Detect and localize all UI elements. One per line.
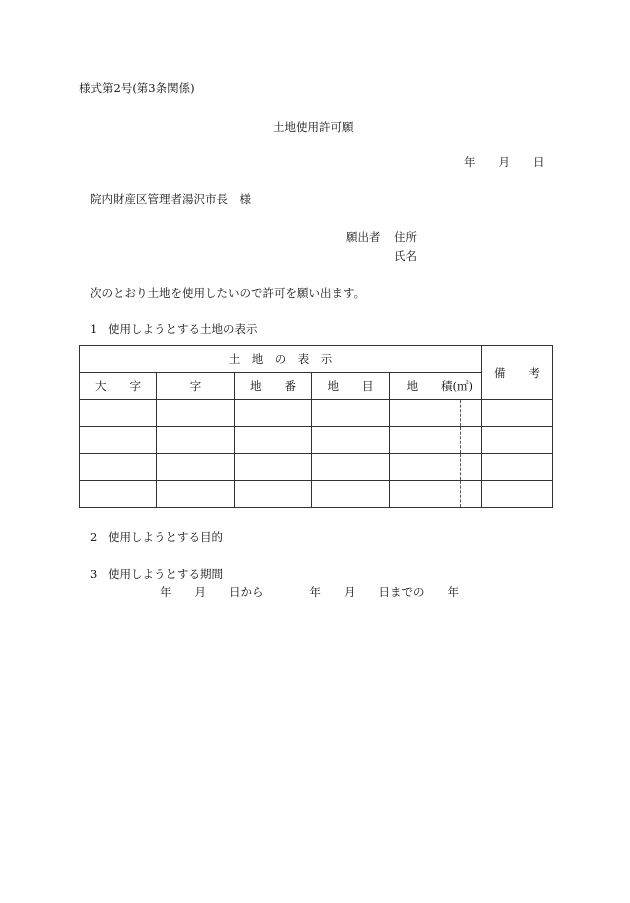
cell-chimoku[interactable] bbox=[312, 400, 390, 427]
section2-title: 使用しようとする目的 bbox=[108, 530, 223, 544]
col-aza: 字 bbox=[157, 373, 235, 400]
cell-remarks[interactable] bbox=[482, 454, 553, 481]
addressee: 院内財産区管理者湯沢市長 様 bbox=[90, 192, 251, 206]
cell-chiban[interactable] bbox=[235, 427, 312, 454]
land-group-header: 土 地 の 表 示 bbox=[80, 346, 482, 373]
table-row bbox=[80, 427, 553, 454]
cell-remarks[interactable] bbox=[482, 481, 553, 508]
cell-area[interactable] bbox=[390, 400, 482, 427]
cell-aza[interactable] bbox=[157, 481, 235, 508]
col-oaza: 大 字 bbox=[80, 373, 157, 400]
table-row bbox=[80, 481, 553, 508]
table-row bbox=[80, 454, 553, 481]
cell-area[interactable] bbox=[390, 427, 482, 454]
col-chimoku: 地 目 bbox=[312, 373, 390, 400]
section3-number: 3 bbox=[90, 567, 98, 581]
cell-chiban[interactable] bbox=[235, 454, 312, 481]
date-line: 年 月 日 bbox=[464, 155, 545, 169]
cell-area[interactable] bbox=[390, 454, 482, 481]
cell-aza[interactable] bbox=[157, 454, 235, 481]
cell-oaza[interactable] bbox=[80, 481, 157, 508]
decimal-divider bbox=[460, 427, 461, 453]
section1-number: 1 bbox=[90, 322, 98, 336]
cell-chimoku[interactable] bbox=[312, 481, 390, 508]
cell-chimoku[interactable] bbox=[312, 454, 390, 481]
cell-aza[interactable] bbox=[157, 400, 235, 427]
cell-oaza[interactable] bbox=[80, 427, 157, 454]
cell-remarks[interactable] bbox=[482, 400, 553, 427]
decimal-divider bbox=[460, 481, 461, 507]
decimal-divider bbox=[460, 454, 461, 480]
cell-chiban[interactable] bbox=[235, 481, 312, 508]
decimal-divider bbox=[460, 400, 461, 426]
section1-title: 使用しようとする土地の表示 bbox=[108, 322, 258, 336]
table-row bbox=[80, 400, 553, 427]
cell-remarks[interactable] bbox=[482, 427, 553, 454]
section3-title: 使用しようとする期間 bbox=[108, 567, 223, 581]
cell-oaza[interactable] bbox=[80, 400, 157, 427]
intro-text: 次のとおり土地を使用したいので許可を願い出ます。 bbox=[90, 286, 366, 300]
remarks-header: 備 考 bbox=[482, 346, 553, 400]
cell-area[interactable] bbox=[390, 481, 482, 508]
applicant-role: 願出者 bbox=[346, 230, 381, 244]
cell-oaza[interactable] bbox=[80, 454, 157, 481]
document-title: 土地使用許可願 bbox=[273, 120, 354, 134]
col-area: 地 積(㎡) bbox=[390, 373, 482, 400]
cell-chimoku[interactable] bbox=[312, 427, 390, 454]
address-label: 住所 bbox=[394, 230, 417, 244]
land-table bbox=[79, 345, 553, 508]
col-chiban: 地 番 bbox=[235, 373, 312, 400]
period-line: 年 月 日から 年 月 日までの 年 bbox=[160, 585, 459, 599]
cell-aza[interactable] bbox=[157, 427, 235, 454]
form-label: 様式第2号(第3条関係) bbox=[79, 81, 195, 95]
name-label: 氏名 bbox=[394, 249, 417, 263]
cell-chiban[interactable] bbox=[235, 400, 312, 427]
section2-number: 2 bbox=[90, 530, 98, 544]
